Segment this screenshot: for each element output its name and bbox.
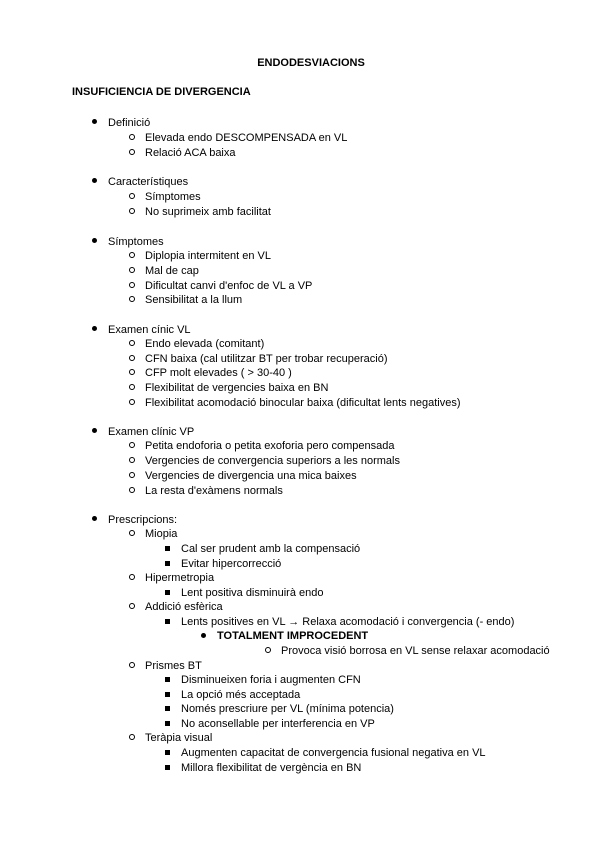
emphasis-text: TOTALMENT IMPROCEDENT	[217, 630, 369, 642]
circle-bullet-icon	[129, 296, 135, 302]
square-bullet-icon	[165, 765, 170, 770]
list-item: La opció més acceptada	[0, 688, 600, 702]
doc-title: ENDODESVIACIONS	[257, 57, 365, 69]
list-item	[0, 629, 600, 643]
square-bullet-icon	[165, 619, 170, 624]
square-bullet-icon	[165, 721, 170, 726]
list-item: Examen cínic VL	[0, 323, 600, 337]
list-item: CFP molt elevades ( > 30-40 )	[0, 366, 600, 380]
list-item: Només prescriure per VL (mínima potencia)	[0, 702, 600, 716]
circle-bullet-icon	[129, 208, 135, 214]
square-bullet-icon	[165, 677, 170, 682]
list-item: Mal de cap	[0, 264, 600, 278]
list-item: La resta d'exàmens normals	[0, 484, 600, 498]
circle-bullet-icon	[129, 149, 135, 155]
circle-bullet-icon	[129, 487, 135, 493]
circle-bullet-icon	[129, 662, 135, 668]
bullet-icon	[92, 516, 97, 521]
circle-bullet-icon	[129, 282, 135, 288]
bullet-icon	[92, 428, 97, 433]
list-item: Evitar hipercorrecció	[0, 557, 600, 571]
list-item: Provoca visió borrosa en VL sense relaxar acomodació	[0, 644, 600, 658]
circle-bullet-icon	[129, 472, 135, 478]
list-item: Addició esfèrica	[0, 600, 600, 614]
bullet-icon	[201, 633, 206, 638]
list-item: CFN baixa (cal utilitzar BT per trobar recuperació)	[0, 352, 600, 366]
circle-bullet-icon	[129, 574, 135, 580]
list-item: Vergencies de divergencia una mica baixes	[0, 469, 600, 483]
list-item: Flexibilitat acomodació binocular baixa (dificultat lents negatives)	[0, 396, 600, 410]
circle-bullet-icon	[129, 442, 135, 448]
circle-bullet-icon	[129, 530, 135, 536]
bullet-icon	[92, 238, 97, 243]
list-item: Símptomes	[0, 235, 600, 249]
circle-bullet-icon	[129, 734, 135, 740]
circle-bullet-icon	[129, 134, 135, 140]
square-bullet-icon	[165, 706, 170, 711]
circle-bullet-icon	[129, 355, 135, 361]
circle-bullet-icon	[129, 384, 135, 390]
list-item: Endo elevada (comitant)	[0, 337, 600, 351]
list-item: Lents positives en VL → Relaxa acomodació i convergencia (- endo)	[0, 615, 600, 629]
list-item: Miopia	[0, 527, 600, 541]
list-item: Flexibilitat de vergencies baixa en BN	[0, 381, 600, 395]
circle-bullet-icon	[129, 252, 135, 258]
list-item: Dificultat canvi d'enfoc de VL a VP	[0, 279, 600, 293]
list-item: Vergencies de convergencia superiors a les normals	[0, 454, 600, 468]
list-item: Prismes BT	[0, 659, 600, 673]
list-item: No aconsellable per interferencia en VP	[0, 717, 600, 731]
list-item: Símptomes	[0, 190, 600, 204]
list-item: Teràpia visual	[0, 731, 600, 745]
list-item: Cal ser prudent amb la compensació	[0, 542, 600, 556]
list-item: Característiques	[0, 175, 600, 189]
list-item: Disminueixen foria i augmenten CFN	[0, 673, 600, 687]
list-item: Elevada endo DESCOMPENSADA en VL	[0, 131, 600, 145]
circle-bullet-icon	[129, 399, 135, 405]
list-item: Sensibilitat a la llum	[0, 293, 600, 307]
section-title: INSUFICIENCIA DE DIVERGENCIA	[72, 86, 251, 98]
bullet-icon	[92, 178, 97, 183]
circle-bullet-icon	[129, 193, 135, 199]
circle-bullet-icon	[129, 603, 135, 609]
square-bullet-icon	[165, 692, 170, 697]
list-item: Relació ACA baixa	[0, 146, 600, 160]
list-item: No suprimeix amb facilitat	[0, 205, 600, 219]
list-item: Hipermetropia	[0, 571, 600, 585]
circle-bullet-icon	[129, 369, 135, 375]
circle-bullet-icon	[129, 457, 135, 463]
list-item: Definició	[0, 116, 600, 130]
list-item: Augmenten capacitat de convergencia fusional negativa en VL	[0, 746, 600, 760]
bullet-icon	[92, 326, 97, 331]
bullet-icon	[92, 119, 97, 124]
list-item: Diplopia intermitent en VL	[0, 249, 600, 263]
square-bullet-icon	[165, 546, 170, 551]
square-bullet-icon	[165, 590, 170, 595]
list-item: Lent positiva disminuirà endo	[0, 586, 600, 600]
circle-bullet-icon	[265, 647, 271, 653]
list-item: Millora flexibilitat de vergència en BN	[0, 761, 600, 775]
list-item: Examen clínic VP	[0, 425, 600, 439]
circle-bullet-icon	[129, 267, 135, 273]
square-bullet-icon	[165, 561, 170, 566]
circle-bullet-icon	[129, 340, 135, 346]
list-item: Prescripcions:	[0, 513, 600, 527]
square-bullet-icon	[165, 750, 170, 755]
list-item: Petita endoforia o petita exoforia pero compensada	[0, 439, 600, 453]
